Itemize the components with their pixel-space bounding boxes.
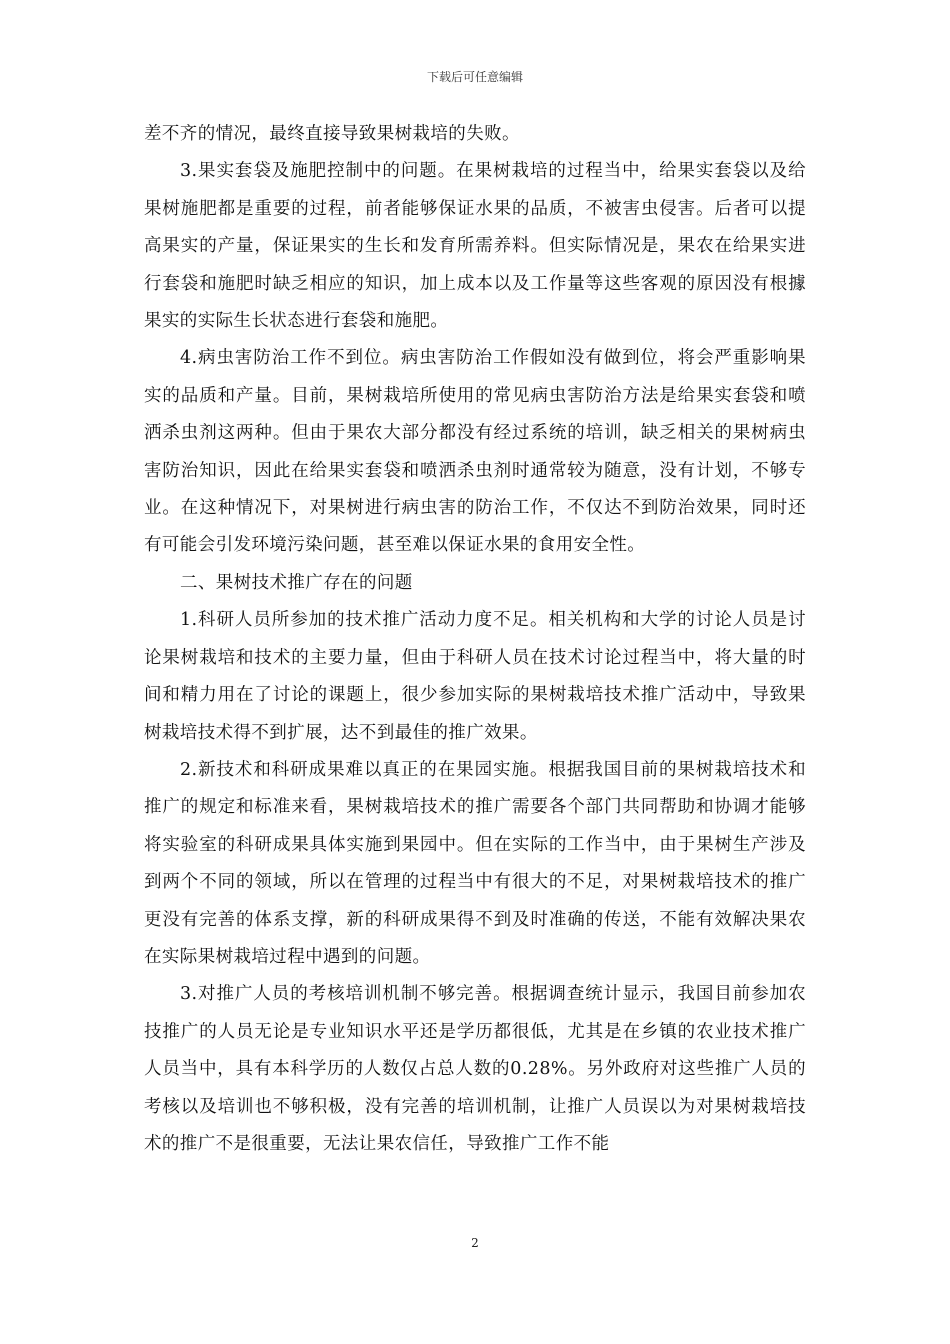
page-number: 2 bbox=[471, 1236, 479, 1250]
paragraph-researchers: 1.科研人员所参加的技术推广活动力度不足。相关机构和大学的讨论人员是讨论果树栽培和技术的主要力量，但由于科研人员在技术讨论过程当中，将大量的时间和精力用在了讨论的课题上，很少参加实际的果树栽培技术推广活动中，导致果树栽培技术得不到扩展，达不到最佳的推广效果。 bbox=[144, 610, 806, 743]
paragraph-training: 3.对推广人员的考核培训机制不够完善。根据调查统计显示，我国目前参加农技推广的人员无论是专业知识水平还是学历都很低，尤其是在乡镇的农业技术推广人员当中，具有本科学历的人数仅占总人数的0.28%。另外政府对这些推广人员的考核以及培训也不够积极，没有完善的培训机制，让推广人员误以为对果树栽培技术的推广不是很重要，无法让果农信任，导致推广工作不能 bbox=[144, 984, 806, 1154]
section-heading: 二、果树技术推广存在的问题 bbox=[180, 572, 413, 593]
paragraph-continuation: 差不齐的情况，最终直接导致果树栽培的失败。 bbox=[144, 124, 520, 144]
paragraph-fruit-bagging: 3.果实套袋及施肥控制中的问题。在果树栽培的过程当中，给果实套袋以及给果树施肥都是重要的过程，前者能够保证水果的品质，不被害虫侵害。后者可以提高果实的产量，保证果实的生长和发育所需养料。但实际情况是，果农在给果实进行套袋和施肥时缺乏相应的知识，加上成本以及工作量等这些客观的原因没有根據果实的实际生长状态进行套袋和施肥。 bbox=[144, 161, 806, 332]
page-header: 下载后可任意编辑 bbox=[426, 70, 523, 84]
paragraph-pest-control: 4.病虫害防治工作不到位。病虫害防治工作假如没有做到位，将会严重影响果实的品质和产量。目前，果树栽培所使用的常见病虫害防治方法是给果实套袋和喷洒杀虫剂这两种。但由于果农大部分都没有经过系统的培训，缺乏相关的果树病虫害防治知识，因此在给果实套袋和喷洒杀虫剂时通常较为随意，没有计划，不够专业。在这种情况下，对果树进行病虫害的防治工作，不仅达不到防治效果，同时还有可能会引发环境污染问题，甚至难以保证水果的食用安全性。 bbox=[144, 348, 806, 556]
paragraph-new-technology: 2.新技术和科研成果难以真正的在果园实施。根据我国目前的果树栽培技术和推广的规定和标准来看，果树栽培技术的推广需要各个部门共同帮助和协调才能够将实验室的科研成果具体实施到果园中。但在实际的工作当中，由于果树生产涉及到两个不同的领域，所以在管理的过程当中有很大的不足，对果树栽培技术的推广更没有完善的体系支撑，新的科研成果得不到及时准确的传送，不能有效解决果农在实际果树栽培过程中遇到的问题。 bbox=[144, 759, 806, 967]
document-body bbox=[144, 116, 806, 1163]
